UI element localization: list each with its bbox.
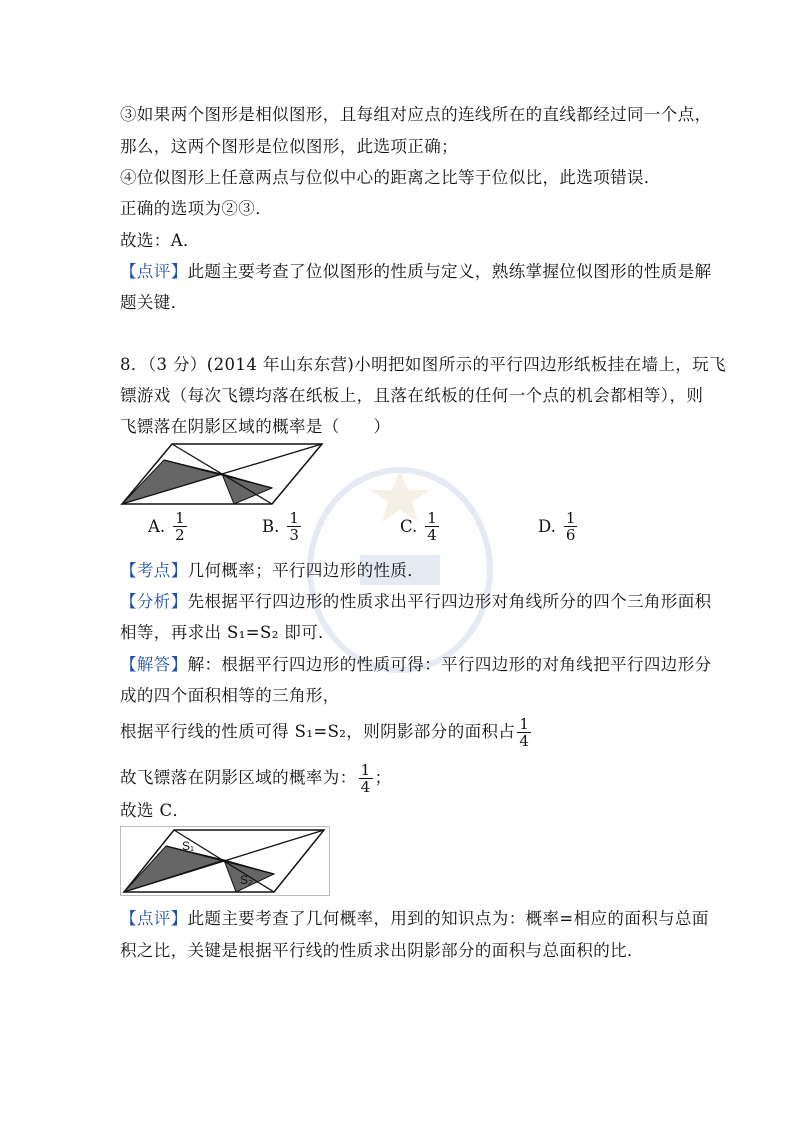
fraction-denominator: 4	[519, 732, 530, 750]
fraction-numerator: 1	[289, 509, 299, 527]
option-label: B.	[262, 517, 280, 536]
option-label: D.	[538, 517, 556, 536]
option-fraction	[425, 510, 439, 543]
text-line-2: 那么，这两个图形是位似图形，此选项正确；	[120, 137, 458, 156]
dianping-line-1	[120, 908, 709, 930]
option-label: C.	[400, 517, 418, 536]
jieda-line-1	[120, 654, 712, 676]
s1-label: S₁	[182, 839, 195, 853]
s2-label: S₂	[240, 873, 253, 887]
option-b	[262, 510, 303, 543]
fraction-numerator: 1	[519, 715, 530, 733]
question-line-1: 8．（3 分）(2014 年山东东营)小明把如图所示的平行四边形纸板挂在墙上，玩飞	[120, 355, 727, 374]
answer-line: 故选 C．	[120, 801, 190, 820]
fraction-denominator: 6	[565, 526, 576, 544]
fraction-numerator: 1	[175, 509, 185, 527]
comment-tag: 【点评】	[120, 262, 188, 281]
fenxi-text: 先根据平行四边形的性质求出平行四边形对角线所分的四个三角形面积	[187, 592, 712, 611]
jieda-text: 解：根据平行四边形的性质可得：平行四边形的对角线把平行四边形分	[187, 655, 712, 674]
jieda-line-3	[120, 716, 533, 749]
jieda-line-2: 成的四个面积相等的三角形，	[120, 686, 340, 705]
comment-text: 此题主要考查了位似图形的性质与定义，熟练掌握位似图形的性质是解	[187, 262, 712, 281]
fraction-numerator: 1	[427, 509, 437, 527]
option-d	[538, 510, 579, 543]
comment-line-1	[120, 261, 712, 283]
solution-parallelogram-figure	[120, 826, 330, 896]
kaodian-tag: 【考点】	[120, 561, 188, 580]
option-c	[400, 510, 441, 543]
option-fraction	[173, 510, 187, 543]
fraction-denominator: 4	[360, 778, 371, 796]
text-line-3: ④位似图形上任意两点与位似中心的距离之比等于位似比，此选项错误．	[120, 168, 661, 187]
dianping-tag: 【点评】	[120, 909, 188, 928]
jieda-text4-end: ；	[374, 768, 392, 787]
jieda-tag: 【解答】	[120, 655, 188, 674]
kaodian-text: 几何概率；平行四边形的性质．	[187, 561, 425, 580]
fenxi-tag: 【分析】	[120, 592, 188, 611]
option-a	[148, 510, 189, 543]
fraction-denominator: 4	[427, 526, 437, 544]
fraction-quarter	[359, 762, 373, 795]
jieda-text3: 根据平行线的性质可得 S₁=S₂，则阴影部分的面积占	[120, 722, 516, 741]
fraction-denominator: 3	[289, 526, 299, 544]
fraction-numerator: 1	[360, 761, 371, 779]
jieda-line-4	[120, 762, 391, 795]
text-line-1: ③如果两个图形是相似图形，且每组对应点的连线所在的直线都经过同一个点，	[120, 105, 712, 124]
question-line-3: 飞镖落在阴影区域的概率是（ ）	[120, 417, 391, 436]
option-fraction	[287, 510, 301, 543]
dianping-text: 此题主要考查了几何概率，用到的知识点为：概率=相应的面积与总面	[187, 909, 709, 928]
fenxi-line-2: 相等，再求出 S₁=S₂ 即可．	[120, 623, 336, 642]
jieda-text4: 故飞镖落在阴影区域的概率为：	[120, 768, 357, 787]
kaodian-line	[120, 560, 424, 582]
option-fraction	[564, 510, 578, 543]
text-line-5: 故选：A．	[120, 231, 200, 250]
dianping-line-2: 积之比，关键是根据平行线的性质求出阴影部分的面积与总面积的比．	[120, 941, 644, 960]
question-parallelogram-figure	[120, 442, 325, 507]
fenxi-line-1	[120, 591, 712, 613]
question-line-2: 镖游戏（每次飞镖均落在纸板上，且落在纸板的任何一个点的机会都相等），则	[120, 386, 704, 405]
fraction-denominator: 2	[175, 526, 185, 544]
option-label: A.	[148, 517, 166, 536]
text-line-4: 正确的选项为②③．	[120, 199, 273, 218]
fraction-quarter	[517, 716, 531, 749]
comment-line-2: 题关键．	[120, 293, 188, 312]
fraction-numerator: 1	[565, 509, 576, 527]
